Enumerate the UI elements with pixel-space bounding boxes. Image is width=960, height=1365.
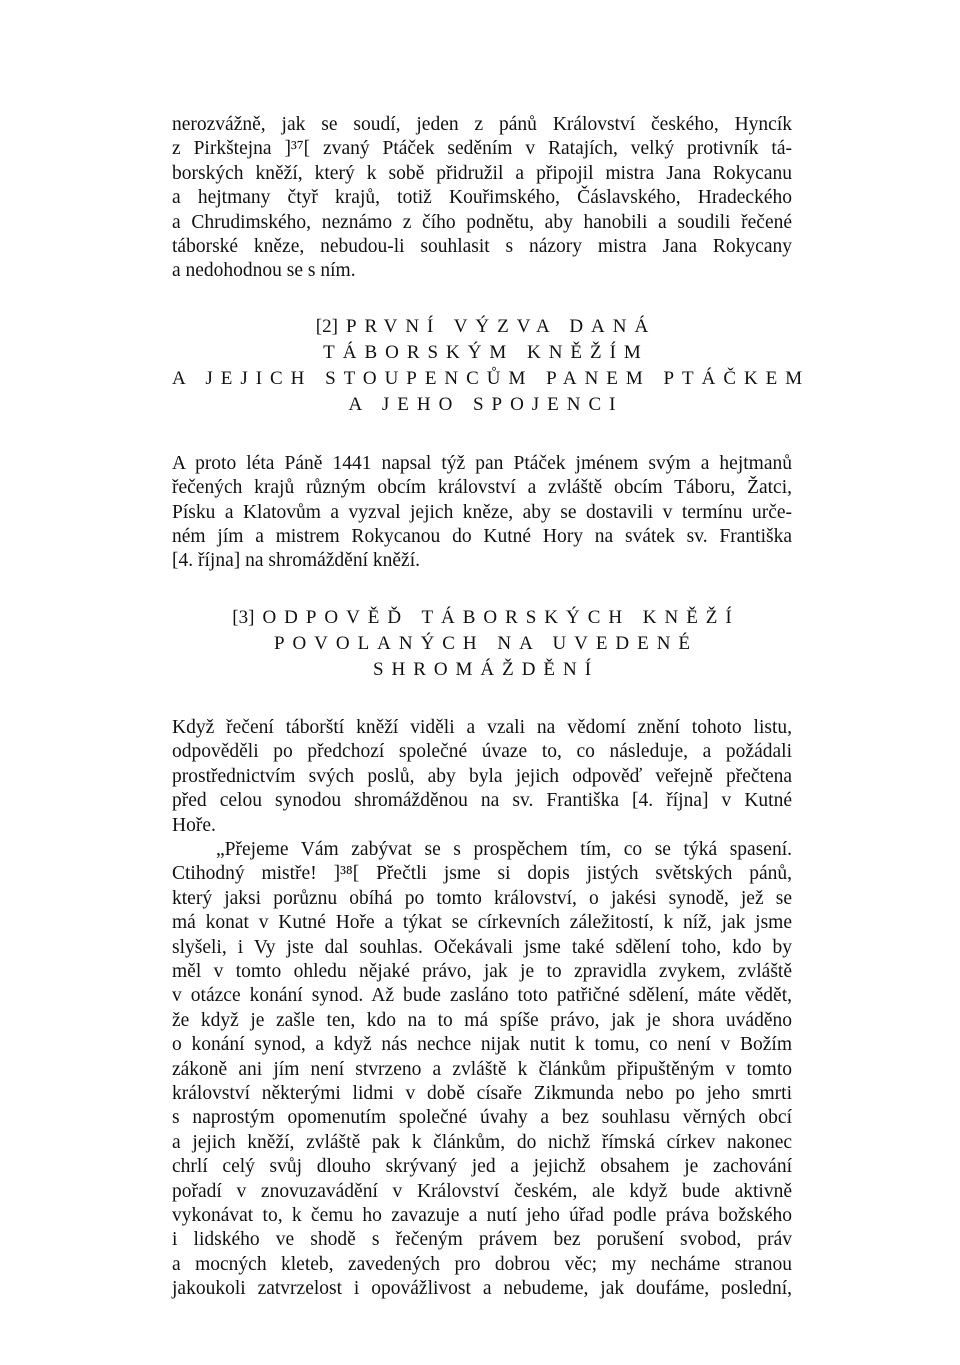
text-line: borských kněží, který k sobě přidružil a připojil mistra Jana Rokycanu (172, 162, 792, 184)
text-line: před celou synodou shromážděnou na sv. Františka [4. října] v Kutné (172, 790, 792, 812)
text-line: chrlí celý svůj dlouho skrývaný jed a jejichž obsahem je zachování (172, 1156, 792, 1178)
text-line: království některými lidmi v době císaře Zikmunda nebo po jeho smrti (172, 1082, 792, 1104)
text-line: prostřednictvím svých poslů, aby byla jejich odpověď veřejně přečtena (172, 765, 792, 787)
paragraph-summons (172, 452, 792, 574)
text-line: v otázce konání synod. Až bude zasláno toto patřičné sdělení, máte vědět, (172, 985, 792, 1007)
text-line: a nedohodnou se s ním. (172, 260, 356, 282)
section-heading-3 (172, 605, 792, 683)
book-page (172, 113, 811, 1302)
text-line: který jaksi porůznu obíhá po tomto království, o jakési synodě, jež se (172, 887, 792, 909)
text-line: odpověděli po předchozí společné úvaze to, co následuje, a požádali (172, 741, 792, 763)
text-line: zákoně ani jím není stvrzeno a zvláště k článkům připuštěným v tomto (172, 1058, 792, 1080)
text-line: a Chrudimského, neznámo z čího podnětu, aby hanobili a soudili řečené (172, 211, 792, 233)
text-line: z Pirkštejna ]³⁷[ zvaný Ptáček seděním v Ratajích, velký protivník tá- (172, 138, 792, 160)
text-line: Když řečení táborští kněží viděli a vzali na vědomí znění tohoto listu, (172, 716, 792, 738)
text-line: a jejich kněží, zvláště pak k článkům, do nichž římská církev nakonec (172, 1131, 792, 1153)
text-line: jakoukoli zatvrzelost i opovážlivost a nebudeme, jak doufáme, poslední, (172, 1278, 792, 1300)
heading-line: TÁBORSKÝM KNĚŽÍM (323, 341, 649, 363)
section-number: [3] (232, 606, 255, 628)
section-heading-2 (172, 314, 811, 418)
text-line: Hoře. (172, 814, 216, 836)
text-line: ném jím a mistrem Rokycanou do Kutné Hory na svátek sv. Františka (172, 526, 792, 548)
text-line: s naprostým opomenutím společné úvahy a bez souhlasu věrných obcí (172, 1107, 792, 1129)
text-line: táborské kněze, nebudou-li souhlasit s názory mistra Jana Rokycany (172, 236, 792, 258)
text-line: „Přejeme Vám zabývat se s prospěchem tím, co se týká spasení. (216, 838, 792, 860)
text-line: měl v tomto ohledu nějaké právo, jak je to zpravidla zvykem, zvláště (172, 960, 792, 982)
paragraph-response (172, 716, 792, 838)
text-line: [4. října] na shromáždění kněží. (172, 550, 420, 572)
text-line: a mocných kleteb, zavedených pro dobrou věc; my necháme stranou (172, 1253, 792, 1275)
heading-line: SHROMÁŽDĚNÍ (372, 658, 600, 680)
heading-line: A JEJICH STOUPENCŮM PANEM PTÁČKEM (172, 367, 811, 389)
text-line: pořadí v znovuzavádění v Království českém, ale když bude aktivně (172, 1180, 792, 1202)
paragraph-intro (172, 113, 792, 284)
text-line: nerozvážně, jak se soudí, jeden z pánů Království českého, Hyncík (172, 114, 792, 135)
text-line: slyšeli, i Vy jste dal souhlas. Očekávali jsme také sdělení toho, kdo by (172, 936, 792, 958)
heading-line: POVOLANÝCH NA UVEDENÉ (273, 632, 699, 654)
heading-line: [3] ODPOVĚĎ TÁBORSKÝCH KNĚŽÍ (232, 606, 740, 628)
paragraph-letter (172, 838, 792, 1302)
text-line: má konat v Kutné Hoře a týkat se církevních záležitostí, k níž, jak jsme (172, 912, 792, 934)
text-line: i lidského ve shodě s řečeným právem bez porušení svobod, práv (172, 1229, 792, 1251)
section-number: [2] (315, 315, 338, 337)
heading-line: A JEHO SPOJENCI (348, 393, 624, 415)
heading-line: [2] PRVNÍ VÝZVA DANÁ (315, 315, 657, 337)
text-line: vykonávat to, k čemu ho zavazuje a nutí jeho úřad podle práva božského (172, 1205, 792, 1226)
text-line: Ctihodný mistře! ]³⁸[ Přečtli jsme si dopis jistých světských pánů, (172, 863, 792, 885)
text-line: o konání synod, a když nás nechce nijak nutit k tomu, co není v Božím (172, 1034, 792, 1056)
text-line: Písku a Klatovům a vyzval jejich kněze, aby se dostavili v termínu urče- (172, 501, 792, 523)
text-line: že když je zašle ten, kdo na to má spíše právo, jak je shora uváděno (172, 1009, 792, 1031)
text-line: a hejtmany čtyř krajů, totiž Kouřimského, Čáslavského, Hradeckého (172, 187, 792, 209)
text-line: řečených krajů různým obcím království a zvláště obcím Táboru, Žatci, (172, 477, 792, 499)
text-line: A proto léta Páně 1441 napsal týž pan Ptáček jménem svým a hejtmanů (172, 452, 792, 474)
